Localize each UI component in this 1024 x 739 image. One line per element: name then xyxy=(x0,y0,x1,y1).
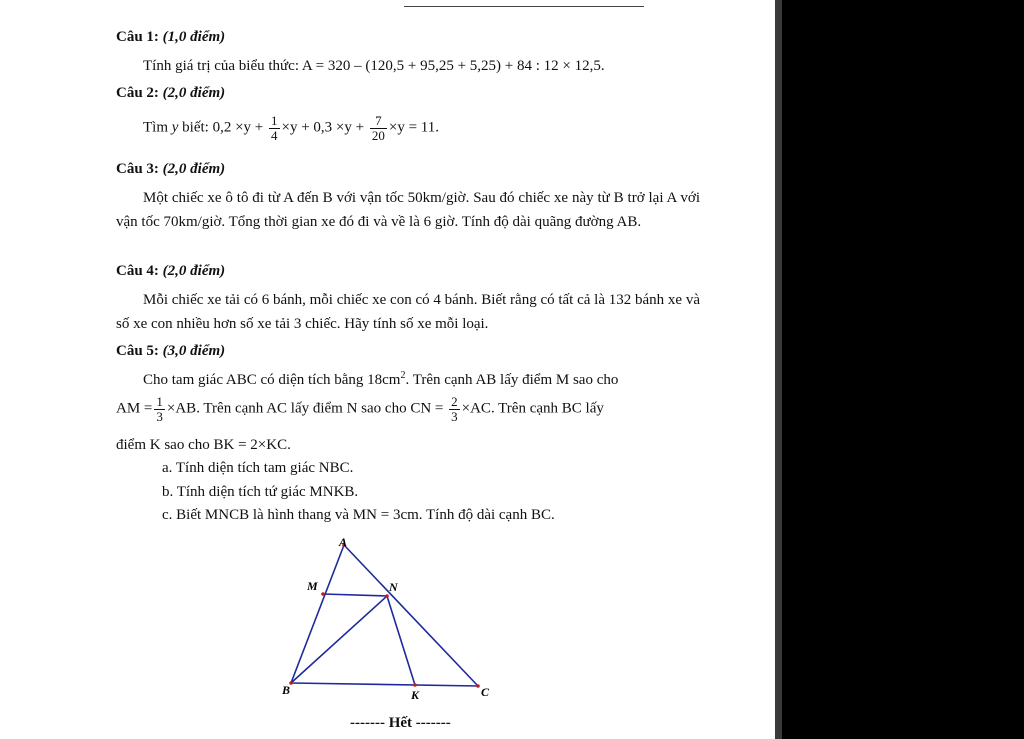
question-5-title: Câu 5: (3,0 điểm) xyxy=(116,343,226,359)
header-rule xyxy=(404,6,644,7)
label-m: M xyxy=(307,579,318,593)
segment-bn xyxy=(291,596,387,683)
question-2-title: Câu 2: (2,0 điểm) xyxy=(116,85,226,101)
label-b: B xyxy=(282,683,291,697)
fraction-1-4: $\frac{1}{4}$ xyxy=(271,113,278,143)
triangle-figure xyxy=(275,530,505,710)
label-a: A xyxy=(339,535,348,549)
fraction-2-3: $\frac{2}{3}$ xyxy=(451,394,458,424)
point-n xyxy=(385,594,389,598)
question-3-title: Câu 3: (2,0 điểm) xyxy=(116,161,226,177)
question-1-title: Câu 1: (1,0 điểm) xyxy=(116,29,226,45)
question-5-line-3: điểm K sao cho BK = 2×KC. xyxy=(116,437,291,453)
fraction-1-3: $\frac{1}{3}$ xyxy=(156,394,163,424)
fraction-7-20: $\frac{7}{20}$ xyxy=(371,113,385,143)
side-ac xyxy=(344,545,478,686)
end-marker: ------- Hết ------- xyxy=(350,715,451,731)
question-2-text: Tìm y biết: 0,2 ×y + $\frac{1}{4}$ ×y + 0,3 ×y + $\frac{7}{20}$ ×y = 11. xyxy=(143,113,439,143)
question-1-text: Tính giá trị của biểu thức: A = 320 – (120,5 + 95,25 + 5,25) + 84 : 12 × 12,5. xyxy=(143,58,605,74)
question-4-title: Câu 4: (2,0 điểm) xyxy=(116,263,226,279)
page-edge-shadow xyxy=(775,0,782,739)
question-5-part-b: b. Tính diện tích tứ giác MNKB. xyxy=(162,484,359,500)
point-k xyxy=(413,683,417,687)
segment-mn xyxy=(323,594,387,596)
question-5-line-1: Cho tam giác ABC có diện tích bằng $18cm^2$. Trên cạnh AB lấy điểm M sao cho xyxy=(143,370,619,388)
side-bc xyxy=(291,683,478,686)
question-5-line-2: AM = $\frac{1}{3}$ ×AB. Trên cạnh AC lấy điểm N sao cho CN = $\frac{2}{3}$ ×AC. Trên cạnh BC lấy xyxy=(116,394,604,424)
question-5-part-a: a. Tính diện tích tam giác NBC. xyxy=(162,460,354,476)
label-n: N xyxy=(389,580,398,594)
question-5-part-c: c. Biết MNCB là hình thang và MN = 3cm. Tính độ dài cạnh BC. xyxy=(162,507,555,523)
question-3-text: Một chiếc xe ô tô đi từ A đến B với vận tốc 50km/giờ. Sau đó chiếc xe này từ B trở lại A với vận tốc 70km/giờ. Tổng thời gian xe đó đi và về là 6 giờ. Tính độ dài quãng đường AB. xyxy=(116,190,700,230)
side-ab xyxy=(291,545,344,683)
point-m xyxy=(321,592,325,596)
label-k: K xyxy=(411,688,420,702)
segment-nk xyxy=(387,596,415,685)
point-c xyxy=(476,684,480,688)
question-4-text: Mỗi chiếc xe tải có 6 bánh, mỗi chiếc xe con có 4 bánh. Biết rằng có tất cả là 132 bánh xe và số xe con nhiều hơn số xe tải 3 chiếc. Hãy tính số xe mỗi loại. xyxy=(116,292,700,332)
label-c: C xyxy=(481,685,490,699)
